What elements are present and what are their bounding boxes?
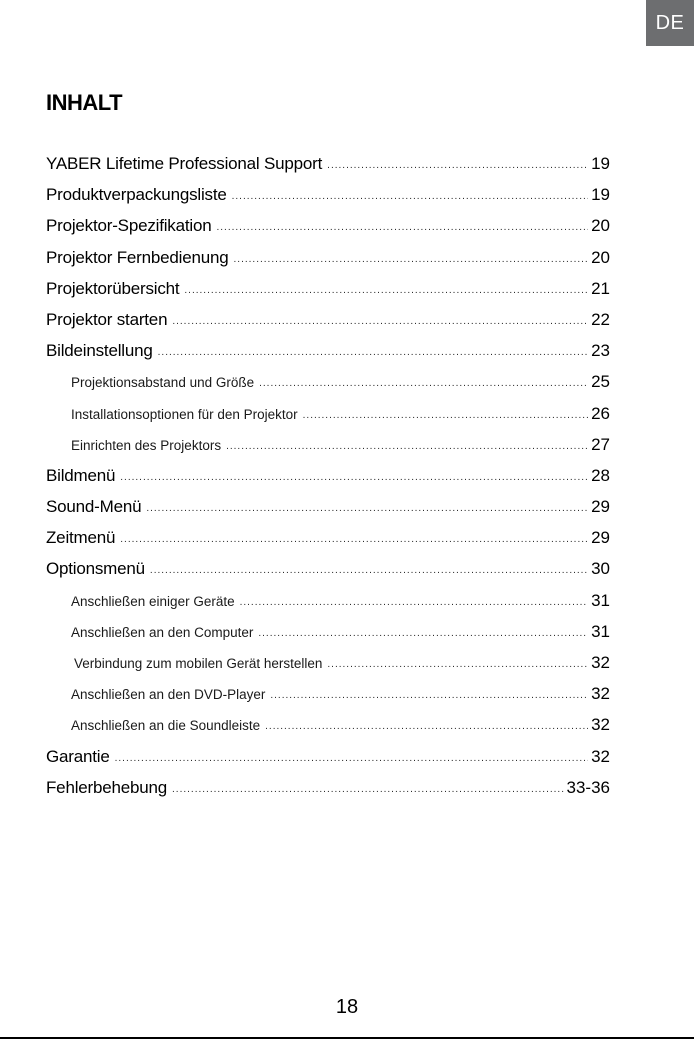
toc-entry-page: 19: [591, 154, 610, 173]
toc-entry-page: 28: [591, 465, 610, 485]
dot-leader: [120, 534, 588, 545]
toc-subentry-connect-mobile[interactable]: [46, 653, 610, 684]
toc-subentry-setup[interactable]: [46, 435, 610, 466]
toc-entry-overview[interactable]: [46, 279, 610, 310]
dot-leader: [232, 191, 588, 202]
toc-entry-page: 29: [591, 528, 610, 548]
toc-entry-page: 20: [591, 216, 610, 236]
dot-leader: [259, 378, 588, 389]
toc-entry-page: 31: [591, 621, 610, 641]
toc-entry-title: Verbindung zum mobilen Gerät herstellen: [74, 656, 323, 671]
toc-entry-sound-menu[interactable]: [46, 497, 610, 528]
dot-leader: [184, 285, 588, 296]
toc-entry-options-menu[interactable]: [46, 559, 610, 590]
toc-subentry-connect-soundbar[interactable]: [46, 715, 610, 746]
toc-entry-time-menu[interactable]: [46, 528, 610, 559]
toc-entry-title: Projektor starten: [46, 309, 168, 329]
toc-entry-page: 23: [591, 341, 610, 361]
toc-entry-picture-menu[interactable]: [46, 466, 610, 497]
toc-entry-start[interactable]: [46, 310, 610, 341]
toc-entry-specification[interactable]: [46, 216, 610, 247]
toc-subentry-connect-devices[interactable]: [46, 591, 610, 622]
dot-leader: [216, 222, 588, 233]
toc-entry-title: Fehlerbehebung: [46, 777, 168, 797]
toc-entry-title: Sound-Menü: [46, 497, 142, 517]
toc-entry-page: 29: [591, 497, 610, 517]
page-number: 18: [335, 996, 359, 1018]
dot-leader: [115, 753, 588, 764]
toc-entry-title: Anschließen einiger Geräte: [71, 593, 235, 609]
toc-entry-title: YABER Lifetime Professional Support: [46, 154, 323, 173]
toc-entry-page: 33-36: [566, 777, 610, 797]
dot-leader: [226, 441, 588, 452]
dot-leader: [120, 472, 588, 483]
language-badge: DE: [646, 0, 694, 46]
toc-entry-warranty[interactable]: [46, 747, 610, 778]
dot-leader: [234, 254, 589, 265]
toc-entry-page: 32: [591, 746, 610, 766]
toc-entry-packing-list[interactable]: [46, 185, 610, 216]
toc-subentry-connect-dvd[interactable]: [46, 684, 610, 715]
toc-entry-page: 21: [591, 278, 610, 298]
dot-leader: [150, 565, 588, 576]
toc-entry-title: Bildeinstellung: [46, 341, 153, 361]
toc-entry-title: Einrichten des Projektors: [71, 437, 222, 453]
toc-entry-remote[interactable]: [46, 248, 610, 279]
toc-entry-page: 25: [591, 372, 610, 392]
dot-leader: [327, 160, 588, 171]
dot-leader: [265, 721, 588, 732]
toc-entry-page: 32: [591, 684, 610, 704]
toc-entry-page: 31: [591, 590, 610, 610]
toc-entry-support[interactable]: [46, 154, 610, 185]
toc-subentry-installation[interactable]: [46, 404, 610, 435]
toc-entry-page: 30: [591, 559, 610, 579]
dot-leader: [240, 597, 588, 608]
dot-leader: [327, 659, 588, 670]
toc-entry-page: 22: [591, 309, 610, 329]
toc-entry-title: Projektionsabstand und Größe: [71, 375, 255, 391]
toc-entry-title: Anschließen an den DVD-Player: [71, 687, 266, 703]
toc-entry-page: 27: [591, 434, 610, 454]
toc-entry-page: 20: [591, 247, 610, 267]
toc-entry-page: 32: [591, 715, 610, 735]
toc-entry-title: Anschließen an den Computer: [71, 624, 254, 640]
toc-entry-page: 19: [591, 185, 610, 205]
toc-subentry-distance[interactable]: [46, 372, 610, 403]
toc-entry-title: Zeitmenü: [46, 528, 116, 548]
toc-heading: INHALT: [46, 90, 123, 115]
toc-entry-troubleshooting[interactable]: [46, 778, 610, 809]
table-of-contents: [46, 154, 610, 809]
toc-entry-title: Produktverpackungsliste: [46, 185, 227, 205]
toc-entry-title: Projektorübersicht: [46, 278, 180, 298]
dot-leader: [303, 410, 588, 421]
dot-leader: [270, 690, 588, 701]
dot-leader: [172, 784, 563, 795]
dot-leader: [158, 347, 588, 358]
toc-entry-title: Installationsoptionen für den Projektor: [71, 406, 298, 422]
toc-entry-picture-setting[interactable]: [46, 341, 610, 372]
toc-entry-title: Projektor Fernbedienung: [46, 247, 229, 267]
toc-entry-title: Optionsmenü: [46, 559, 145, 579]
toc-entry-page: 32: [591, 653, 610, 672]
bottom-divider: [0, 1037, 694, 1039]
toc-entry-page: 26: [591, 403, 610, 423]
toc-entry-title: Bildmenü: [46, 465, 116, 485]
toc-subentry-connect-computer[interactable]: [46, 622, 610, 653]
toc-entry-title: Garantie: [46, 746, 110, 766]
dot-leader: [258, 628, 588, 639]
dot-leader: [172, 316, 588, 327]
toc-entry-title: Anschließen an die Soundleiste: [71, 718, 261, 734]
toc-entry-title: Projektor-Spezifikation: [46, 216, 212, 236]
dot-leader: [146, 503, 588, 514]
